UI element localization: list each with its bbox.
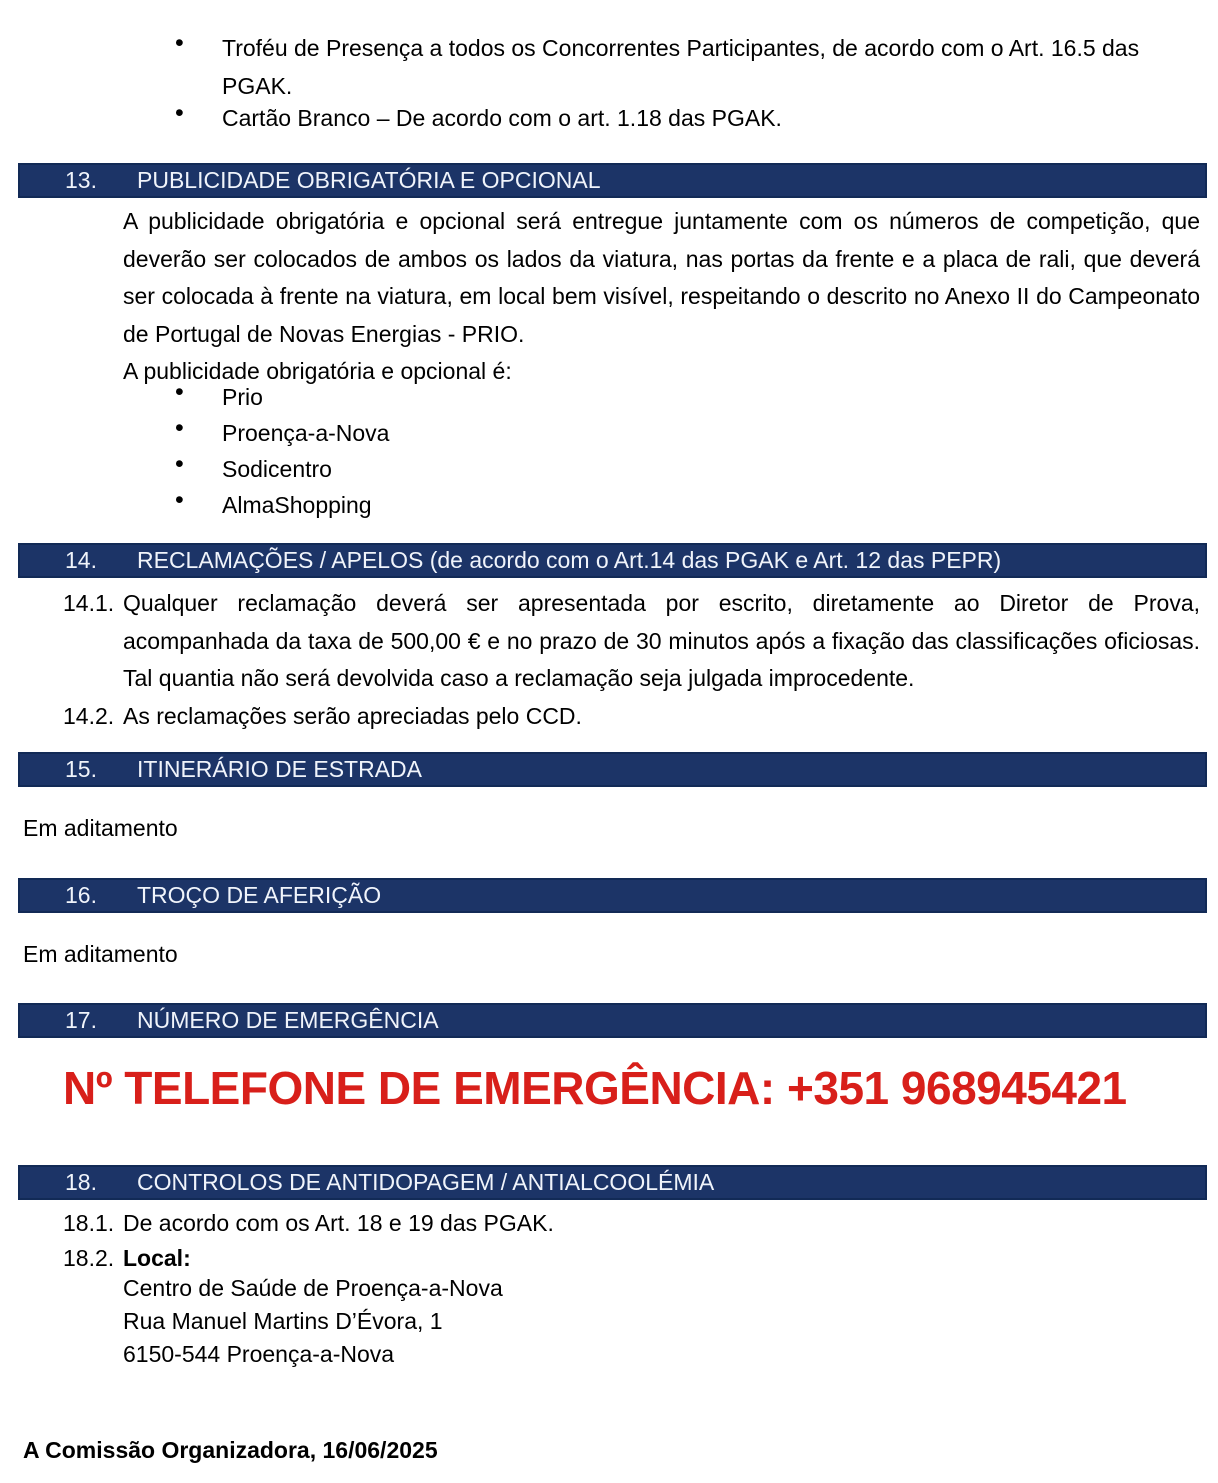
section-13-paragraph: A publicidade obrigatória e opcional será entregue juntamente com os números de competição, que deverão ser colocados de ambos os lados da viatura, nas portas da frente e a placa de rali, que deverá ser colocada à frente na viatura, em local bem visível, respeitando o descrito no Anexo II do Campeonato de Portugal de Novas Energias - PRIO. <box>123 208 1200 347</box>
address-line: Rua Manuel Martins D’Évora, 1 <box>123 1308 443 1334</box>
publicity-bullet-text: Proença-a-Nova <box>222 420 390 446</box>
bullet-dot-icon: • <box>175 378 184 406</box>
publicity-bullet-item <box>0 487 1218 525</box>
publicity-bullet-item <box>0 451 1218 489</box>
section-17-header <box>18 1003 1207 1038</box>
section-15-header <box>18 752 1207 787</box>
publicity-bullet-text: Sodicentro <box>222 456 332 482</box>
address-line: 6150-544 Proença-a-Nova <box>123 1341 395 1367</box>
section-16-body: Em aditamento <box>23 941 178 967</box>
section-number: 16. <box>65 882 97 908</box>
section-number: 14. <box>65 547 97 573</box>
section-number: 18. <box>65 1169 97 1195</box>
section-13-paragraph-intro: A publicidade obrigatória e opcional é: <box>123 358 512 384</box>
clause-14-2 <box>0 698 1218 736</box>
publicity-bullet-text: AlmaShopping <box>222 492 372 518</box>
organizing-committee-signature: A Comissão Organizadora, 16/06/2025 <box>23 1437 438 1463</box>
bullet-dot-icon: • <box>175 486 184 514</box>
clause-number: 18.2. <box>63 1245 115 1271</box>
bullet-dot-icon: • <box>175 29 184 57</box>
section-14-header <box>18 543 1207 578</box>
bullet-dot-icon: • <box>175 99 184 127</box>
award-bullet-text: Cartão Branco – De acordo com o art. 1.18 das PGAK. <box>222 105 782 131</box>
section-title: PUBLICIDADE OBRIGATÓRIA E OPCIONAL <box>137 167 601 193</box>
antidoping-address <box>123 1272 503 1371</box>
publicity-bullet-text: Prio <box>222 384 263 410</box>
section-15-body: Em aditamento <box>23 815 178 841</box>
section-title: NÚMERO DE EMERGÊNCIA <box>137 1007 439 1033</box>
clause-number: 18.1. <box>63 1210 115 1236</box>
clause-number: 14.2. <box>63 703 115 729</box>
section-number: 17. <box>65 1007 97 1033</box>
clause-14-1 <box>0 585 1218 698</box>
bullet-dot-icon: • <box>175 450 184 478</box>
clause-label: Local: <box>123 1245 191 1271</box>
section-title: RECLAMAÇÕES / APELOS (de acordo com o Art.14 das PGAK e Art. 12 das PEPR) <box>137 547 1002 573</box>
section-number: 15. <box>65 756 97 782</box>
clause-text: De acordo com os Art. 18 e 19 das PGAK. <box>123 1210 554 1236</box>
clause-text: As reclamações serão apreciadas pelo CCD. <box>123 703 582 729</box>
address-line: Centro de Saúde de Proença-a-Nova <box>123 1275 503 1301</box>
section-title: ITINERÁRIO DE ESTRADA <box>137 756 422 782</box>
section-title: CONTROLOS DE ANTIDOPAGEM / ANTIALCOOLÉMIA <box>137 1169 715 1195</box>
publicity-bullet-item <box>0 379 1218 417</box>
award-bullet-item <box>0 30 1218 105</box>
award-bullet-text: Troféu de Presença a todos os Concorrentes Participantes, de acordo com o Art. 16.5 das PGAK. <box>222 35 1140 99</box>
section-13-header <box>18 163 1207 198</box>
clause-number: 14.1. <box>63 590 115 616</box>
clause-18-1 <box>0 1205 1218 1243</box>
bullet-dot-icon: • <box>175 414 184 442</box>
section-18-header <box>18 1165 1207 1200</box>
clause-text: Qualquer reclamação deverá ser apresentada por escrito, diretamente ao Diretor de Prova, acompanhada da taxa de 500,00 € e no prazo de 30 minutos após a fixação das classificações oficiosas. Tal quantia não será devolvida caso a reclamação seja julgada improcedente. <box>123 590 1200 691</box>
publicity-bullet-item <box>0 415 1218 453</box>
section-title: TROÇO DE AFERIÇÃO <box>137 882 382 908</box>
section-number: 13. <box>65 167 97 193</box>
section-16-header <box>18 878 1207 913</box>
award-bullet-item <box>0 100 1218 138</box>
emergency-phone-line: Nº TELEFONE DE EMERGÊNCIA: +351 968945421 <box>63 1062 1127 1114</box>
section-13-body <box>123 203 1200 391</box>
